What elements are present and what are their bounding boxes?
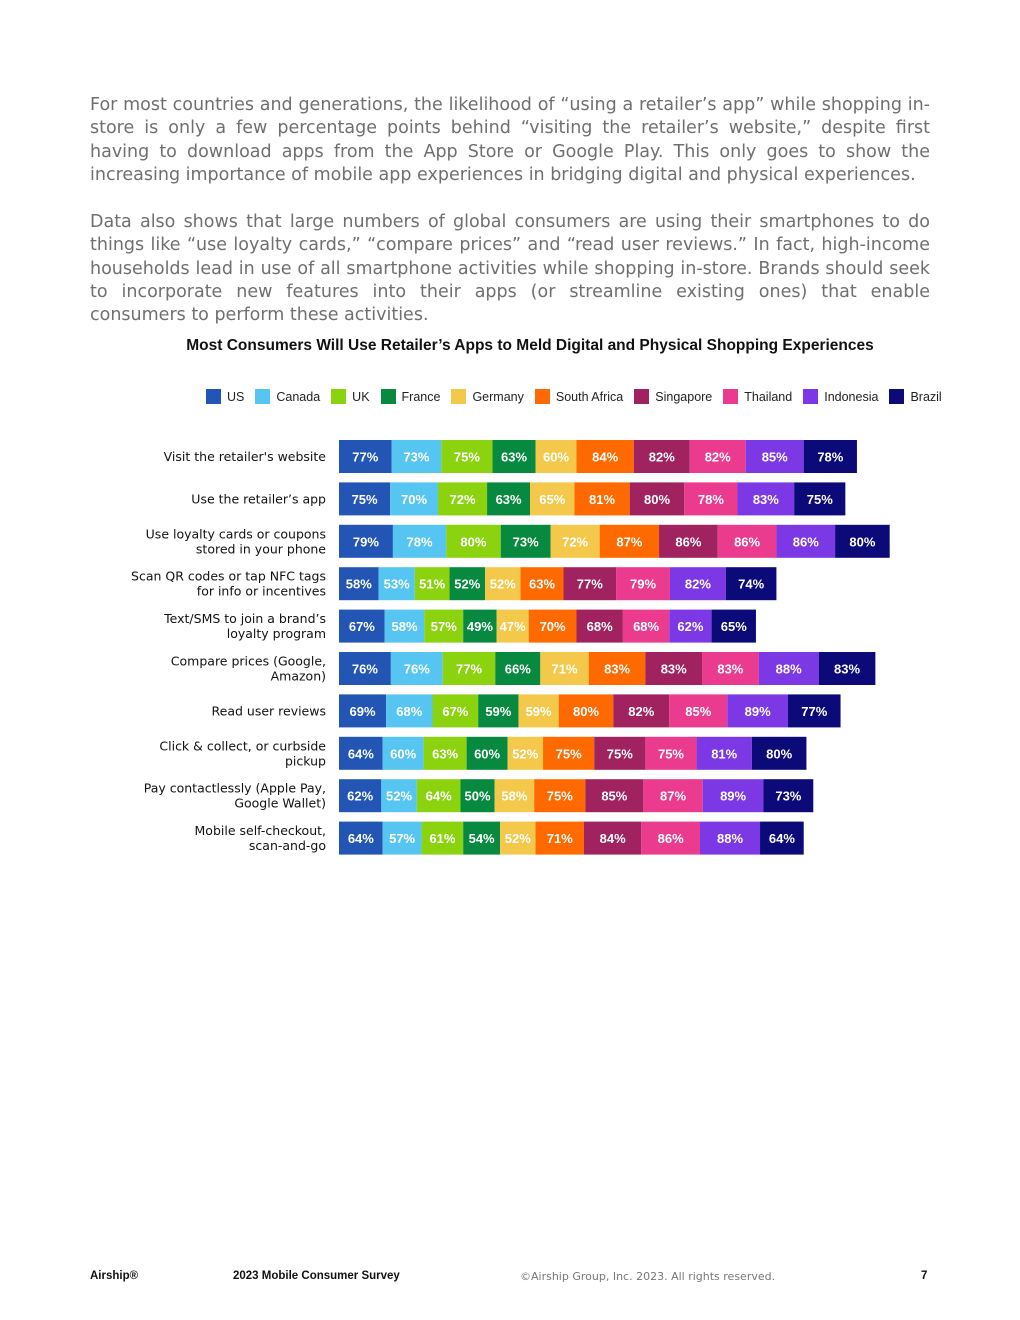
data-label: 74% [738, 576, 765, 592]
intro-paragraph-2: Data also shows that large numbers of global consumers are using their smartphones to do things like “use loyalty cards,” “compare prices” and “read user reviews.” In fact, high-income households lead in use of all smartphone activities while shopping in-store. Brands should seek to incorporate new features into their apps (or streamline existing ones) that enable consumers to perform these activities. [90, 212, 930, 326]
data-label: 81% [711, 746, 738, 762]
data-label: 71% [551, 661, 578, 677]
data-label: 59% [485, 703, 512, 719]
data-label: 71% [546, 831, 573, 847]
data-label: 64% [425, 788, 452, 804]
data-label: 73% [403, 449, 430, 465]
data-label: 68% [586, 619, 613, 635]
data-label: 70% [401, 491, 428, 507]
data-label: 84% [599, 831, 626, 847]
category-label: Compare prices (Google, Amazon) [170, 653, 326, 684]
data-label: 63% [495, 491, 522, 507]
data-label: 85% [761, 449, 788, 465]
data-label: 69% [349, 703, 376, 719]
data-label: 82% [704, 449, 731, 465]
data-label: 61% [429, 831, 456, 847]
data-label: 66% [504, 661, 531, 677]
data-label: 82% [648, 449, 675, 465]
data-label: 83% [752, 491, 779, 507]
data-label: 84% [592, 449, 619, 465]
data-label: 83% [604, 661, 631, 677]
data-label: 75% [555, 746, 582, 762]
legend-label: Canada [276, 389, 321, 404]
data-label: 67% [348, 619, 375, 635]
data-label: 88% [717, 831, 744, 847]
data-label: 51% [419, 576, 446, 592]
data-label: 64% [347, 746, 374, 762]
data-label: 59% [525, 703, 552, 719]
category-label: Use the retailer’s app [191, 491, 326, 507]
data-label: 80% [766, 746, 793, 762]
data-label: 89% [720, 788, 747, 804]
category-label: Read user reviews [211, 703, 326, 719]
data-label: 62% [347, 788, 374, 804]
data-label: 52% [504, 831, 531, 847]
legend-label: Germany [472, 389, 524, 404]
data-label: 63% [432, 746, 459, 762]
data-label: 57% [430, 619, 457, 635]
data-label: 79% [352, 534, 379, 550]
data-label: 72% [562, 534, 589, 550]
legend-label: South Africa [555, 389, 624, 404]
data-label: 58% [501, 788, 528, 804]
data-label: 86% [734, 534, 761, 550]
data-label: 83% [717, 661, 744, 677]
category-label: Use loyalty cards or coupons stored in your phone [145, 526, 326, 557]
data-label: 78% [697, 491, 724, 507]
category-label: Text/SMS to join a brand’s loyalty program [164, 611, 326, 642]
data-label: 87% [616, 534, 643, 550]
chart-title: Most Consumers Will Use Retailer’s Apps to Meld Digital and Physical Shopping Experiences [186, 337, 874, 354]
data-label: 65% [720, 619, 747, 635]
data-label: 75% [806, 491, 833, 507]
legend-label: UK [352, 389, 370, 404]
data-label: 83% [834, 661, 861, 677]
legend-label: Indonesia [824, 389, 879, 404]
data-label: 49% [466, 619, 493, 635]
legend-label: Singapore [655, 389, 713, 404]
footer-copyright: ©Airship Group, Inc. 2023. All rights reserved. [520, 1270, 776, 1283]
data-label: 63% [501, 449, 528, 465]
data-label: 68% [396, 703, 423, 719]
category-label: Pay contactlessly (Apple Pay, Google Wallet) [143, 780, 326, 811]
data-label: 88% [775, 661, 802, 677]
data-label: 75% [657, 746, 685, 762]
data-label: 47% [499, 619, 526, 635]
category-label: Click & collect, or curbside pickup [159, 738, 326, 769]
data-label: 89% [744, 703, 771, 719]
data-label: 68% [633, 619, 660, 635]
data-label: 76% [403, 661, 430, 677]
data-label: 83% [660, 661, 687, 677]
data-label: 73% [775, 788, 802, 804]
page-number: 7 [921, 1270, 928, 1282]
category-label: Visit the retailer's website [163, 449, 326, 464]
data-label: 77% [455, 661, 483, 677]
data-label: 67% [442, 703, 469, 719]
data-label: 80% [643, 491, 671, 507]
data-label: 86% [675, 534, 702, 550]
legend-label: Thailand [744, 389, 793, 404]
footer-survey-title: 2023 Mobile Consumer Survey [233, 1270, 400, 1282]
data-label: 78% [406, 534, 433, 550]
data-label: 86% [657, 831, 684, 847]
data-label: 77% [576, 576, 603, 592]
data-label: 85% [685, 703, 712, 719]
data-label: 53% [383, 576, 410, 592]
data-label: 50% [464, 788, 491, 804]
data-label: 70% [539, 619, 566, 635]
data-label: 75% [453, 449, 480, 465]
data-label: 62% [677, 619, 704, 635]
data-label: 60% [542, 449, 570, 465]
legend-label: Brazil [910, 389, 942, 404]
data-label: 77% [352, 449, 379, 465]
data-label: 80% [573, 703, 600, 719]
data-label: 60% [474, 746, 501, 762]
category-label: Scan QR codes or tap NFC tags for info or incentives [131, 568, 326, 599]
data-label: 81% [589, 491, 616, 507]
data-label: 64% [768, 831, 795, 847]
data-label: 73% [512, 534, 539, 550]
data-label: 82% [684, 576, 711, 592]
data-label: 52% [512, 746, 539, 762]
data-label: 80% [849, 534, 876, 550]
data-label: 57% [389, 831, 416, 847]
data-label: 75% [351, 491, 378, 507]
data-label: 76% [351, 661, 378, 677]
data-label: 58% [345, 576, 372, 592]
data-label: 87% [660, 788, 687, 804]
data-label: 63% [528, 576, 556, 592]
data-label: 80% [460, 534, 487, 550]
data-label: 75% [546, 788, 573, 804]
data-label: 52% [489, 576, 516, 592]
data-label: 52% [454, 576, 481, 592]
footer-brand: Airship® [90, 1270, 139, 1282]
data-label: 72% [449, 491, 476, 507]
legend-label: France [401, 389, 441, 404]
data-label: 58% [391, 619, 418, 635]
category-label: Mobile self-checkout, scan-and-go [194, 823, 326, 854]
data-label: 60% [390, 746, 417, 762]
data-label: 77% [801, 703, 828, 719]
data-label: 79% [629, 576, 657, 592]
intro-paragraph-1: For most countries and generations, the likelihood of “using a retailer’s app” while shopping in-store is only a few percentage points behind “visiting the retailer’s website,” despite first having to download apps from the App Store or Google Play. This only goes to show the increasing importance of mobile app experiences in bridging digital and physical experiences. [90, 95, 930, 185]
data-label: 85% [601, 788, 628, 804]
data-label: 82% [628, 703, 655, 719]
data-label: 78% [817, 449, 844, 465]
data-label: 52% [386, 788, 413, 804]
data-label: 86% [792, 534, 819, 550]
data-label: 65% [539, 491, 566, 507]
legend-label: US [227, 389, 245, 404]
data-label: 64% [347, 831, 374, 847]
data-label: 54% [468, 831, 495, 847]
data-label: 75% [606, 746, 633, 762]
